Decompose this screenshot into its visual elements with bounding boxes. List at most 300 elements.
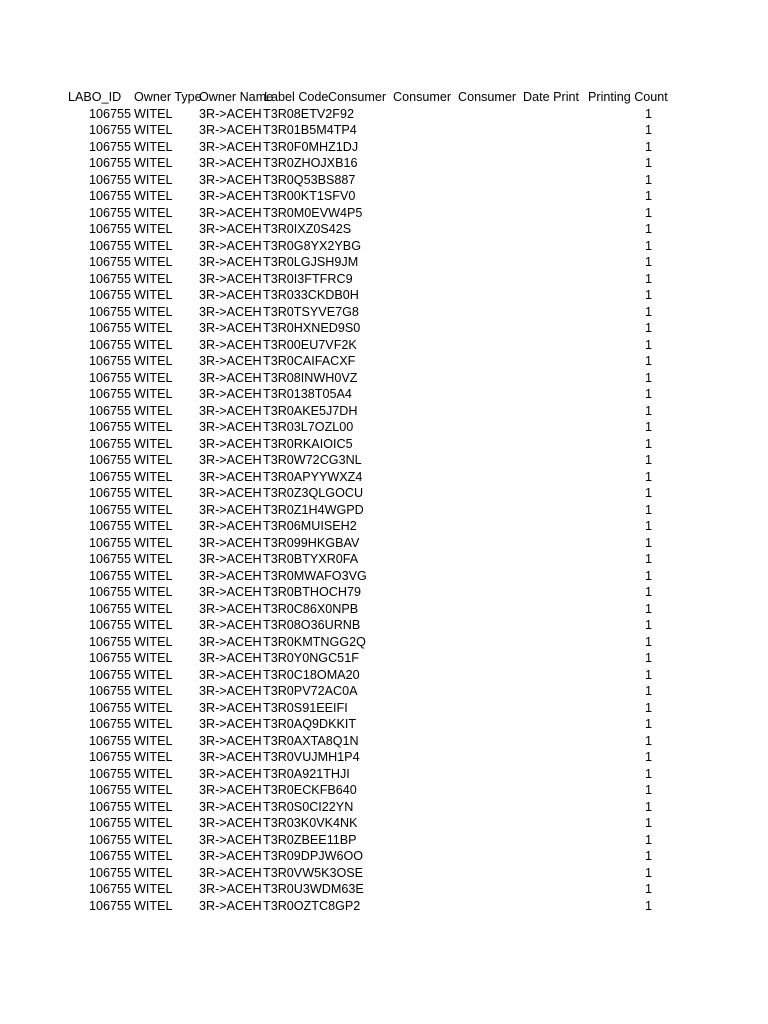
header-printing-count: Printing Count <box>588 90 668 104</box>
cell-owner-type: WITEL <box>134 552 173 566</box>
cell-labo-id: 106755 <box>88 420 131 434</box>
cell-owner-type: WITEL <box>134 238 173 253</box>
cell-label-code: T3R0W72CG3NL <box>263 453 362 467</box>
cell-label-code: T3R0AXTA8Q1N <box>263 733 359 748</box>
cell-owner-type: WITEL <box>134 486 173 500</box>
header-owner-name: Owner Name <box>199 90 274 104</box>
cell-owner-type: WITEL <box>134 585 173 599</box>
header-consumer-1: Consumer <box>328 90 387 104</box>
cell-printing-count: 1 <box>644 700 652 715</box>
cell-label-code: T3R0S0CI22YN <box>263 799 354 814</box>
cell-owner-name: 3R->ACEH <box>199 420 262 434</box>
cell-owner-name: 3R->ACEH <box>199 832 262 847</box>
cell-labo-id: 106755 <box>88 766 131 781</box>
cell-owner-name: 3R->ACEH <box>199 123 262 137</box>
cell-owner-type: WITEL <box>134 123 173 137</box>
cell-labo-id: 106755 <box>88 519 131 533</box>
cell-labo-id: 106755 <box>88 667 131 682</box>
cell-label-code: T3R0C18OMA20 <box>263 667 360 682</box>
cell-owner-type: WITEL <box>134 502 173 517</box>
cell-owner-type: WITEL <box>134 156 173 170</box>
table-row <box>68 287 656 304</box>
table-row <box>68 436 656 453</box>
cell-labo-id: 106755 <box>88 898 131 913</box>
table-row <box>68 122 656 139</box>
cell-owner-name: 3R->ACEH <box>199 684 262 698</box>
cell-owner-type: WITEL <box>134 304 173 319</box>
cell-printing-count: 1 <box>644 519 652 533</box>
cell-printing-count: 1 <box>644 849 652 863</box>
table-row <box>68 254 656 271</box>
table-row <box>68 370 656 387</box>
cell-labo-id: 106755 <box>88 568 131 583</box>
cell-labo-id: 106755 <box>88 799 131 814</box>
table-row <box>68 601 656 618</box>
cell-owner-type: WITEL <box>134 634 173 649</box>
cell-labo-id: 106755 <box>88 304 131 319</box>
cell-owner-type: WITEL <box>134 436 173 451</box>
cell-printing-count: 1 <box>644 238 652 253</box>
cell-owner-name: 3R->ACEH <box>199 585 262 599</box>
cell-owner-name: 3R->ACEH <box>199 370 262 385</box>
spreadsheet-table <box>68 89 668 914</box>
cell-owner-name: 3R->ACEH <box>199 288 262 302</box>
cell-owner-name: 3R->ACEH <box>199 502 262 517</box>
cell-owner-type: WITEL <box>134 568 173 583</box>
cell-label-code: T3R0BTHOCH79 <box>263 585 361 599</box>
cell-owner-name: 3R->ACEH <box>199 337 262 352</box>
cell-owner-name: 3R->ACEH <box>199 469 262 484</box>
cell-labo-id: 106755 <box>88 436 131 451</box>
table-row <box>68 155 656 172</box>
cell-label-code: T3R0Y0NGC51F <box>263 651 359 665</box>
cell-label-code: T3R0APYYWXZ4 <box>263 469 363 484</box>
cell-labo-id: 106755 <box>88 453 131 467</box>
cell-label-code: T3R08INWH0VZ <box>263 370 358 385</box>
cell-printing-count: 1 <box>644 403 652 418</box>
cell-label-code: T3R0BTYXR0FA <box>263 552 359 566</box>
cell-owner-type: WITEL <box>134 453 173 467</box>
cell-owner-type: WITEL <box>134 832 173 847</box>
cell-owner-type: WITEL <box>134 271 173 286</box>
table-row <box>68 799 656 816</box>
cell-printing-count: 1 <box>644 799 652 814</box>
cell-printing-count: 1 <box>644 453 652 467</box>
table-row <box>68 271 656 288</box>
table-row <box>68 304 656 321</box>
cell-owner-type: WITEL <box>134 337 173 352</box>
cell-labo-id: 106755 <box>88 750 131 764</box>
cell-labo-id: 106755 <box>88 238 131 253</box>
cell-label-code: T3R0HXNED9S0 <box>263 321 361 335</box>
cell-printing-count: 1 <box>644 156 652 170</box>
cell-label-code: T3R0F0MHZ1DJ <box>263 139 359 154</box>
cell-label-code: T3R0TSYVE7G8 <box>263 304 359 319</box>
cell-owner-name: 3R->ACEH <box>199 849 262 863</box>
cell-printing-count: 1 <box>644 123 652 137</box>
cell-owner-name: 3R->ACEH <box>199 387 262 401</box>
cell-labo-id: 106755 <box>88 585 131 599</box>
cell-label-code: T3R0138T05A4 <box>263 387 352 401</box>
cell-owner-type: WITEL <box>134 420 173 434</box>
cell-owner-type: WITEL <box>134 469 173 484</box>
cell-owner-name: 3R->ACEH <box>199 618 262 632</box>
cell-label-code: T3R0A921THJI <box>263 766 350 781</box>
cell-labo-id: 106755 <box>88 288 131 302</box>
cell-owner-name: 3R->ACEH <box>199 717 262 731</box>
cell-owner-type: WITEL <box>134 865 173 880</box>
table-row <box>68 667 656 684</box>
cell-label-code: T3R0I3FTFRC9 <box>263 271 353 286</box>
cell-label-code: T3R0AKE5J7DH <box>263 403 358 418</box>
cell-owner-type: WITEL <box>134 816 173 830</box>
table-row <box>68 172 656 189</box>
header-owner-type: Owner Type <box>134 90 202 104</box>
cell-owner-type: WITEL <box>134 106 173 121</box>
cell-label-code: T3R0ZHOJXB16 <box>263 156 358 170</box>
cell-printing-count: 1 <box>644 288 652 302</box>
cell-printing-count: 1 <box>644 568 652 583</box>
cell-owner-type: WITEL <box>134 139 173 154</box>
cell-owner-name: 3R->ACEH <box>199 271 262 286</box>
cell-owner-type: WITEL <box>134 321 173 335</box>
cell-owner-name: 3R->ACEH <box>199 156 262 170</box>
cell-label-code: T3R099HKGBAV <box>263 535 360 550</box>
cell-label-code: T3R08ETV2F92 <box>263 106 354 121</box>
table-row <box>68 452 656 469</box>
cell-printing-count: 1 <box>644 106 652 121</box>
cell-owner-type: WITEL <box>134 189 173 203</box>
cell-labo-id: 106755 <box>88 651 131 665</box>
table-row <box>68 485 656 502</box>
cell-label-code: T3R0IXZ0S42S <box>263 222 352 236</box>
cell-label-code: T3R0G8YX2YBG <box>263 238 361 253</box>
cell-labo-id: 106755 <box>88 733 131 748</box>
cell-label-code: T3R0CAIFACXF <box>263 354 356 368</box>
cell-owner-name: 3R->ACEH <box>199 354 262 368</box>
cell-owner-name: 3R->ACEH <box>199 700 262 715</box>
cell-owner-name: 3R->ACEH <box>199 321 262 335</box>
cell-owner-type: WITEL <box>134 601 173 616</box>
cell-owner-type: WITEL <box>134 172 173 187</box>
cell-owner-type: WITEL <box>134 354 173 368</box>
table-row <box>68 518 656 535</box>
cell-label-code: T3R033CKDB0H <box>263 288 359 302</box>
cell-labo-id: 106755 <box>88 271 131 286</box>
cell-label-code: T3R0RKAIOIC5 <box>263 436 353 451</box>
cell-label-code: T3R0ECKFB640 <box>263 783 357 797</box>
cell-owner-type: WITEL <box>134 535 173 550</box>
cell-labo-id: 106755 <box>88 354 131 368</box>
cell-labo-id: 106755 <box>88 172 131 187</box>
cell-owner-type: WITEL <box>134 882 173 896</box>
cell-owner-name: 3R->ACEH <box>199 667 262 682</box>
table-body <box>68 106 656 915</box>
table-row <box>68 469 656 486</box>
cell-printing-count: 1 <box>644 832 652 847</box>
cell-label-code: T3R0AQ9DKKIT <box>263 717 357 731</box>
cell-label-code: T3R00KT1SFV0 <box>263 189 356 203</box>
cell-owner-type: WITEL <box>134 222 173 236</box>
cell-printing-count: 1 <box>644 420 652 434</box>
cell-printing-count: 1 <box>644 304 652 319</box>
table-row <box>68 683 656 700</box>
cell-label-code: T3R0U3WDM63E <box>263 882 364 896</box>
cell-owner-name: 3R->ACEH <box>199 205 262 220</box>
cell-labo-id: 106755 <box>88 486 131 500</box>
cell-printing-count: 1 <box>644 205 652 220</box>
cell-labo-id: 106755 <box>88 832 131 847</box>
cell-labo-id: 106755 <box>88 700 131 715</box>
cell-owner-name: 3R->ACEH <box>199 733 262 748</box>
cell-labo-id: 106755 <box>88 684 131 698</box>
cell-label-code: T3R0VUJMH1P4 <box>263 750 360 764</box>
cell-label-code: T3R0LGJSH9JM <box>263 255 359 269</box>
cell-label-code: T3R0VW5K3OSE <box>263 865 364 880</box>
cell-owner-name: 3R->ACEH <box>199 238 262 253</box>
cell-owner-name: 3R->ACEH <box>199 304 262 319</box>
table-row <box>68 865 656 882</box>
cell-owner-type: WITEL <box>134 733 173 748</box>
cell-owner-name: 3R->ACEH <box>199 750 262 764</box>
table-row <box>68 832 656 849</box>
cell-printing-count: 1 <box>644 321 652 335</box>
cell-labo-id: 106755 <box>88 816 131 830</box>
table-row <box>68 188 656 205</box>
cell-labo-id: 106755 <box>88 849 131 863</box>
cell-labo-id: 106755 <box>88 189 131 203</box>
table-row <box>68 502 656 519</box>
cell-printing-count: 1 <box>644 733 652 748</box>
table-row <box>68 716 656 733</box>
cell-owner-type: WITEL <box>134 898 173 913</box>
cell-printing-count: 1 <box>644 898 652 913</box>
cell-printing-count: 1 <box>644 502 652 517</box>
cell-owner-type: WITEL <box>134 205 173 220</box>
cell-labo-id: 106755 <box>88 469 131 484</box>
cell-owner-type: WITEL <box>134 403 173 418</box>
cell-printing-count: 1 <box>644 601 652 616</box>
cell-labo-id: 106755 <box>88 601 131 616</box>
cell-owner-name: 3R->ACEH <box>199 453 262 467</box>
cell-owner-type: WITEL <box>134 799 173 814</box>
cell-printing-count: 1 <box>644 585 652 599</box>
table-row <box>68 535 656 552</box>
table-row <box>68 617 656 634</box>
cell-owner-type: WITEL <box>134 618 173 632</box>
cell-owner-name: 3R->ACEH <box>199 486 262 500</box>
table-row <box>68 568 656 585</box>
cell-owner-name: 3R->ACEH <box>199 255 262 269</box>
cell-labo-id: 106755 <box>88 321 131 335</box>
table-row <box>68 205 656 222</box>
cell-owner-name: 3R->ACEH <box>199 799 262 814</box>
table-row <box>68 634 656 651</box>
cell-owner-type: WITEL <box>134 370 173 385</box>
cell-labo-id: 106755 <box>88 370 131 385</box>
table-row <box>68 353 656 370</box>
cell-label-code: T3R0KMTNGG2Q <box>263 634 366 649</box>
cell-owner-name: 3R->ACEH <box>199 568 262 583</box>
table-row <box>68 898 656 915</box>
header-row <box>68 89 668 106</box>
cell-labo-id: 106755 <box>88 535 131 550</box>
cell-printing-count: 1 <box>644 651 652 665</box>
cell-owner-type: WITEL <box>134 766 173 781</box>
cell-owner-type: WITEL <box>134 651 173 665</box>
cell-printing-count: 1 <box>644 370 652 385</box>
cell-owner-name: 3R->ACEH <box>199 106 262 121</box>
cell-labo-id: 106755 <box>88 502 131 517</box>
cell-labo-id: 106755 <box>88 123 131 137</box>
cell-labo-id: 106755 <box>88 156 131 170</box>
table-row <box>68 815 656 832</box>
cell-owner-name: 3R->ACEH <box>199 139 262 154</box>
cell-printing-count: 1 <box>644 354 652 368</box>
cell-label-code: T3R03L7OZL00 <box>263 420 354 434</box>
cell-label-code: T3R0Z3QLGOCU <box>263 486 364 500</box>
table-row <box>68 139 656 156</box>
cell-printing-count: 1 <box>644 255 652 269</box>
cell-owner-name: 3R->ACEH <box>199 601 262 616</box>
cell-printing-count: 1 <box>644 766 652 781</box>
cell-owner-type: WITEL <box>134 288 173 302</box>
cell-printing-count: 1 <box>644 552 652 566</box>
cell-labo-id: 106755 <box>88 106 131 121</box>
cell-labo-id: 106755 <box>88 337 131 352</box>
cell-owner-type: WITEL <box>134 684 173 698</box>
cell-label-code: T3R0S91EEIFI <box>263 700 348 715</box>
cell-labo-id: 106755 <box>88 634 131 649</box>
cell-owner-type: WITEL <box>134 717 173 731</box>
cell-labo-id: 106755 <box>88 403 131 418</box>
cell-label-code: T3R0Z1H4WGPD <box>263 502 364 517</box>
cell-printing-count: 1 <box>644 717 652 731</box>
table-row <box>68 403 656 420</box>
cell-printing-count: 1 <box>644 750 652 764</box>
table-row <box>68 881 656 898</box>
cell-owner-name: 3R->ACEH <box>199 766 262 781</box>
header-consumer-2: Consumer <box>393 90 452 104</box>
cell-owner-type: WITEL <box>134 387 173 401</box>
cell-label-code: T3R06MUISEH2 <box>263 519 357 533</box>
table-row <box>68 238 656 255</box>
header-labo-id: LABO_ID <box>68 90 122 104</box>
cell-owner-name: 3R->ACEH <box>199 783 262 797</box>
cell-owner-name: 3R->ACEH <box>199 189 262 203</box>
cell-printing-count: 1 <box>644 816 652 830</box>
cell-printing-count: 1 <box>644 783 652 797</box>
cell-owner-name: 3R->ACEH <box>199 898 262 913</box>
cell-labo-id: 106755 <box>88 882 131 896</box>
cell-label-code: T3R0PV72AC0A <box>263 684 358 698</box>
cell-label-code: T3R0OZTC8GP2 <box>263 898 361 913</box>
table-row <box>68 766 656 783</box>
cell-label-code: T3R00EU7VF2K <box>263 337 357 352</box>
cell-owner-name: 3R->ACEH <box>199 651 262 665</box>
table-row <box>68 848 656 865</box>
cell-labo-id: 106755 <box>88 552 131 566</box>
cell-labo-id: 106755 <box>88 717 131 731</box>
cell-owner-type: WITEL <box>134 255 173 269</box>
table-row <box>68 221 656 238</box>
cell-label-code: T3R03K0VK4NK <box>263 816 358 830</box>
cell-labo-id: 106755 <box>88 618 131 632</box>
cell-labo-id: 106755 <box>88 387 131 401</box>
cell-printing-count: 1 <box>644 222 652 236</box>
cell-printing-count: 1 <box>644 337 652 352</box>
cell-printing-count: 1 <box>644 634 652 649</box>
cell-labo-id: 106755 <box>88 205 131 220</box>
table-row <box>68 584 656 601</box>
cell-label-code: T3R0C86X0NPB <box>263 601 359 616</box>
cell-label-code: T3R0MWAFO3VG <box>263 568 367 583</box>
cell-labo-id: 106755 <box>88 222 131 236</box>
cell-label-code: T3R08O36URNB <box>263 618 361 632</box>
cell-printing-count: 1 <box>644 271 652 286</box>
cell-owner-type: WITEL <box>134 750 173 764</box>
cell-printing-count: 1 <box>644 684 652 698</box>
cell-printing-count: 1 <box>644 618 652 632</box>
table-row <box>68 337 656 354</box>
cell-owner-type: WITEL <box>134 700 173 715</box>
cell-printing-count: 1 <box>644 436 652 451</box>
cell-printing-count: 1 <box>644 387 652 401</box>
header-label-code: Label Code <box>264 90 329 104</box>
table-row <box>68 419 656 436</box>
cell-printing-count: 1 <box>644 172 652 187</box>
cell-owner-name: 3R->ACEH <box>199 552 262 566</box>
cell-label-code: T3R0M0EVW4P5 <box>263 205 363 220</box>
cell-label-code: T3R09DPJW6OO <box>263 849 364 863</box>
cell-owner-name: 3R->ACEH <box>199 172 262 187</box>
cell-owner-type: WITEL <box>134 849 173 863</box>
table-row <box>68 650 656 667</box>
cell-labo-id: 106755 <box>88 865 131 880</box>
header-date-print: Date Print <box>523 90 579 104</box>
table-row <box>68 749 656 766</box>
cell-owner-name: 3R->ACEH <box>199 634 262 649</box>
cell-owner-name: 3R->ACEH <box>199 535 262 550</box>
cell-owner-name: 3R->ACEH <box>199 222 262 236</box>
cell-owner-name: 3R->ACEH <box>199 519 262 533</box>
table-row <box>68 700 656 717</box>
cell-printing-count: 1 <box>644 469 652 484</box>
cell-owner-name: 3R->ACEH <box>199 882 262 896</box>
cell-labo-id: 106755 <box>88 783 131 797</box>
cell-printing-count: 1 <box>644 865 652 880</box>
table-row <box>68 733 656 750</box>
cell-owner-name: 3R->ACEH <box>199 436 262 451</box>
cell-owner-name: 3R->ACEH <box>199 816 262 830</box>
cell-printing-count: 1 <box>644 535 652 550</box>
cell-owner-type: WITEL <box>134 519 173 533</box>
cell-labo-id: 106755 <box>88 139 131 154</box>
table-row <box>68 320 656 337</box>
cell-printing-count: 1 <box>644 667 652 682</box>
cell-printing-count: 1 <box>644 486 652 500</box>
cell-owner-name: 3R->ACEH <box>199 403 262 418</box>
cell-owner-name: 3R->ACEH <box>199 865 262 880</box>
cell-label-code: T3R0ZBEE11BP <box>263 832 357 847</box>
cell-label-code: T3R0Q53BS887 <box>263 172 356 187</box>
cell-owner-type: WITEL <box>134 783 173 797</box>
cell-owner-type: WITEL <box>134 667 173 682</box>
table-row <box>68 386 656 403</box>
cell-labo-id: 106755 <box>88 255 131 269</box>
table-row <box>68 551 656 568</box>
table-row <box>68 106 656 123</box>
